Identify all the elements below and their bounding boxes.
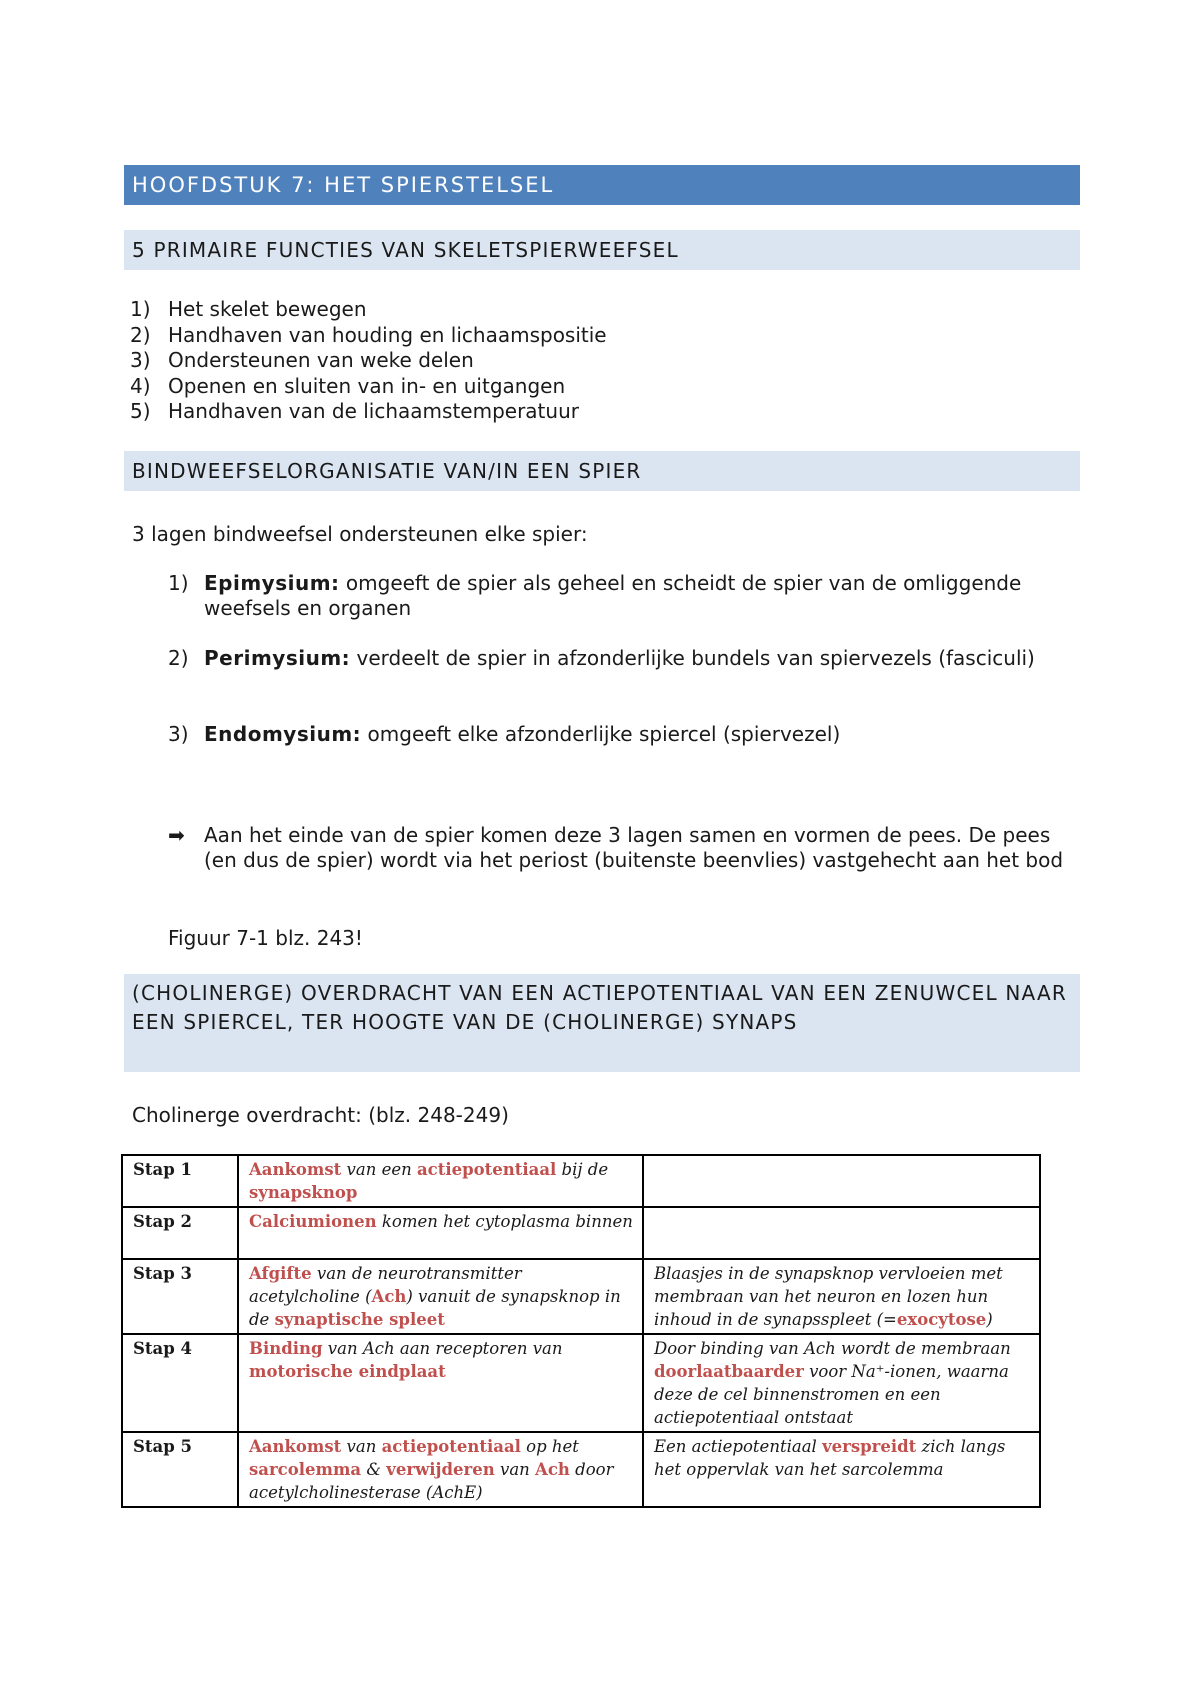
step-label: Stap 3 (122, 1259, 238, 1334)
table-row (122, 1155, 1040, 1207)
text-segment: ) vanuit de synapsknop in de (249, 1287, 621, 1329)
step-label: Stap 1 (122, 1155, 238, 1207)
list-item: 5) Handhaven van de lichaamstemperatuur (130, 399, 579, 423)
highlight-term: motorische eindplaat (249, 1362, 446, 1381)
text-segment: voor Na⁺-ionen, waarna deze de cel binnenstromen en een actiepotentiaal ontstaat (654, 1362, 1009, 1427)
highlight-term: Afgifte (249, 1264, 312, 1283)
layer-desc: verdeelt de spier in afzonderlijke bundels van spiervezels (fasciculi) (350, 646, 1035, 670)
step-action (238, 1155, 643, 1207)
step-explanation (643, 1432, 1040, 1507)
highlight-term: verspreidt (822, 1437, 917, 1456)
layer-desc: omgeeft elke afzonderlijke spiercel (spiervezel) (361, 722, 841, 746)
highlight-term: Ach (371, 1287, 407, 1306)
list-item: 3) Ondersteunen van weke delen (130, 348, 474, 372)
text-segment: van Ach aan receptoren van (322, 1339, 563, 1358)
step-action (238, 1334, 643, 1432)
tendon-note (168, 823, 1084, 873)
text-segment: Door binding van Ach wordt de membraan (654, 1339, 1011, 1358)
text-segment: & (361, 1460, 387, 1479)
functions-list (130, 297, 607, 425)
highlight-term: actiepotentiaal (381, 1437, 521, 1456)
tendon-note-text: Aan het einde van de spier komen deze 3 lagen samen en vormen de pees. De pees (en dus de spier) wordt via het periost (buitenste beenvlies) vastgehecht aan het bod (204, 823, 1064, 872)
figure-reference: Figuur 7-1 blz. 243! (168, 926, 363, 950)
highlight-term: Aankomst (249, 1160, 342, 1179)
highlight-term: Aankomst (249, 1437, 342, 1456)
text-segment: door acetylcholinesterase (AchE) (249, 1460, 614, 1502)
table-row (122, 1334, 1040, 1432)
section-heading-functions: 5 PRIMAIRE FUNCTIES VAN SKELETSPIERWEEFSEL (124, 230, 1080, 270)
text-segment: ) (986, 1310, 993, 1329)
cholinergic-intro: Cholinerge overdracht: (blz. 248-249) (132, 1103, 509, 1127)
layer-term: Perimysium: (204, 646, 351, 670)
layer-term: Epimysium: (204, 571, 340, 595)
step-explanation (643, 1207, 1040, 1259)
text-segment: op het (520, 1437, 579, 1456)
text-segment: Blaasjes in de synapsknop vervloeien met membraan van het neuron en lozen hun inhoud in de synapsspleet (= (654, 1264, 1003, 1329)
step-label: Stap 4 (122, 1334, 238, 1432)
text-segment: Een actiepotentiaal (654, 1437, 823, 1456)
highlight-term: doorlaatbaarder (654, 1362, 804, 1381)
text-segment: van (494, 1460, 536, 1479)
text-segment: van (341, 1437, 382, 1456)
text-segment: van een (341, 1160, 417, 1179)
step-label: Stap 5 (122, 1432, 238, 1507)
step-explanation (643, 1259, 1040, 1334)
table-row (122, 1207, 1040, 1259)
highlight-term: actiepotentiaal (416, 1160, 557, 1179)
highlight-term: Binding (249, 1339, 323, 1358)
text-segment: bij de (556, 1160, 609, 1179)
highlight-term: Calciumionen (249, 1212, 377, 1231)
table-row (122, 1259, 1040, 1334)
layer-term: Endomysium: (204, 722, 362, 746)
section-heading-connective-tissue: BINDWEEFSELORGANISATIE VAN/IN EEN SPIER (124, 451, 1080, 491)
step-action (238, 1432, 643, 1507)
step-action (238, 1259, 643, 1334)
highlight-term: sarcolemma (249, 1460, 362, 1479)
section-heading-cholinergic: (CHOLINERGE) OVERDRACHT VAN EEN ACTIEPOTENTIAAL VAN EEN ZENUWCEL NAAR EEN SPIERCEL, TER HOOGTE VAN DE (CHOLINERGE) SYNAPS (124, 974, 1080, 1072)
text-segment: zich langs het oppervlak van het sarcolemma (654, 1437, 1006, 1479)
text-segment: komen het cytoplasma binnen (376, 1212, 633, 1231)
list-item: 4) Openen en sluiten van in- en uitgangen (130, 373, 566, 398)
layer-item-epimysium: 1) Epimysium: omgeeft de spier als geheel en scheidt de spier van de omliggende weefsels en organen (168, 571, 1022, 620)
list-item: 1) Het skelet bewegen (130, 297, 367, 321)
step-explanation (643, 1334, 1040, 1432)
layer-item-endomysium: 3) Endomysium: omgeeft elke afzonderlijke spiercel (spiervezel) (168, 722, 841, 746)
layer-item-perimysium: 2) Perimysium: verdeelt de spier in afzonderlijke bundels van spiervezels (fasciculi) (168, 646, 1035, 670)
highlight-term: verwijderen (386, 1460, 495, 1479)
highlight-term: exocytose (896, 1310, 987, 1329)
step-explanation (643, 1155, 1040, 1207)
chapter-title: HOOFDSTUK 7: HET SPIERSTELSEL (124, 165, 1080, 205)
steps-table (121, 1154, 1041, 1508)
layer-desc: omgeeft de spier als geheel en scheidt de spier van de omliggende weefsels en organen (204, 571, 1022, 620)
arrow-right-icon: ➡ (168, 823, 185, 847)
connective-tissue-intro: 3 lagen bindweefsel ondersteunen elke spier: (132, 522, 588, 546)
list-item: 2) Handhaven van houding en lichaamspositie (130, 322, 607, 347)
highlight-term: synaptische spleet (274, 1310, 445, 1329)
highlight-term: synapsknop (249, 1183, 358, 1202)
table-row (122, 1432, 1040, 1507)
step-label: Stap 2 (122, 1207, 238, 1259)
text-segment: van de neurotransmitter acetylcholine ( (249, 1264, 522, 1306)
highlight-term: Ach (535, 1460, 570, 1479)
step-action (238, 1207, 643, 1259)
